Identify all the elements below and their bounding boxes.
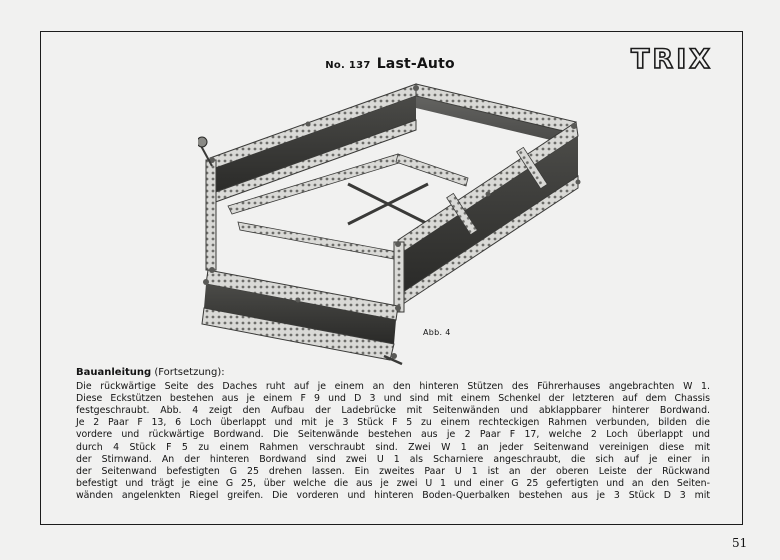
- text-line: festgeschraubt. Abb. 4 zeigt den Aufbau der Ladebrücke mit Seitenwänden und abklappbarer hinterer Bordwand.: [76, 405, 710, 417]
- text-line: Diese Eckstützen bestehen aus je einem F 9 und D 3 und sind mit einem Schenkel der letzteren auf dem Chassis: [76, 393, 710, 405]
- heading-bold: Bauanleitung: [76, 367, 152, 378]
- text-line: wänden angelenkten Riegel greifen. Die vorderen und hinteren Boden-Querbalken bestehen aus je 3 Stück D 3 mit: [76, 489, 710, 501]
- text-line: vordere und rückwärtige Bordwand. Die Seitenwände bestehen aus je 2 Paar F 17, welche 2 Loch überlappt und: [76, 429, 710, 441]
- text-line: der Stirnwand. An der hinteren Bordwand sind zwei U 1 als Scharniere angeschraubt, die sich auf je einer in: [76, 453, 710, 465]
- heading-rest: (Fortsetzung):: [151, 367, 225, 378]
- text-line: befestigt und trägt je eine G 25, über welche die aus je zwei U 1 und einer G 25 gefertigten und an den Seiten-: [76, 477, 710, 489]
- truck-bed-illustration: [198, 74, 588, 366]
- instructions-heading: [76, 367, 710, 379]
- instructions-section: [76, 367, 710, 502]
- text-line: Die rückwärtige Seite des Daches ruht auf je einem an den hinteren Stützen des Führerhauses angebrachten W 1.: [76, 381, 710, 393]
- page-number: 51: [732, 536, 748, 550]
- axle-pin-left: [198, 137, 212, 166]
- model-name: Last-Auto: [376, 56, 455, 72]
- near-side-wall: [398, 122, 578, 306]
- figure-caption: Abb. 4: [423, 328, 451, 337]
- model-number: No. 137: [325, 60, 371, 71]
- text-line: Je 2 Paar F 13, 6 Loch überlappt und mit je 3 Stück F 5 zu einem rechteckigen Rahmen verbunden, bilden die: [76, 417, 710, 429]
- text-line: der Seitenwand befestigten G 25 drehen lassen. Ein zweites Paar U 1 ist an der oberen Leiste der Rückwand: [76, 465, 710, 477]
- far-side-wall: [416, 84, 576, 146]
- trix-logo: TRIX: [631, 44, 714, 75]
- text-line: durch 4 Stück F 5 zu einem Rahmen verschraubt sind. Zwei W 1 an jeder Seitenwand vereinigen diese mit: [76, 441, 710, 453]
- tailgate-board: [202, 270, 398, 360]
